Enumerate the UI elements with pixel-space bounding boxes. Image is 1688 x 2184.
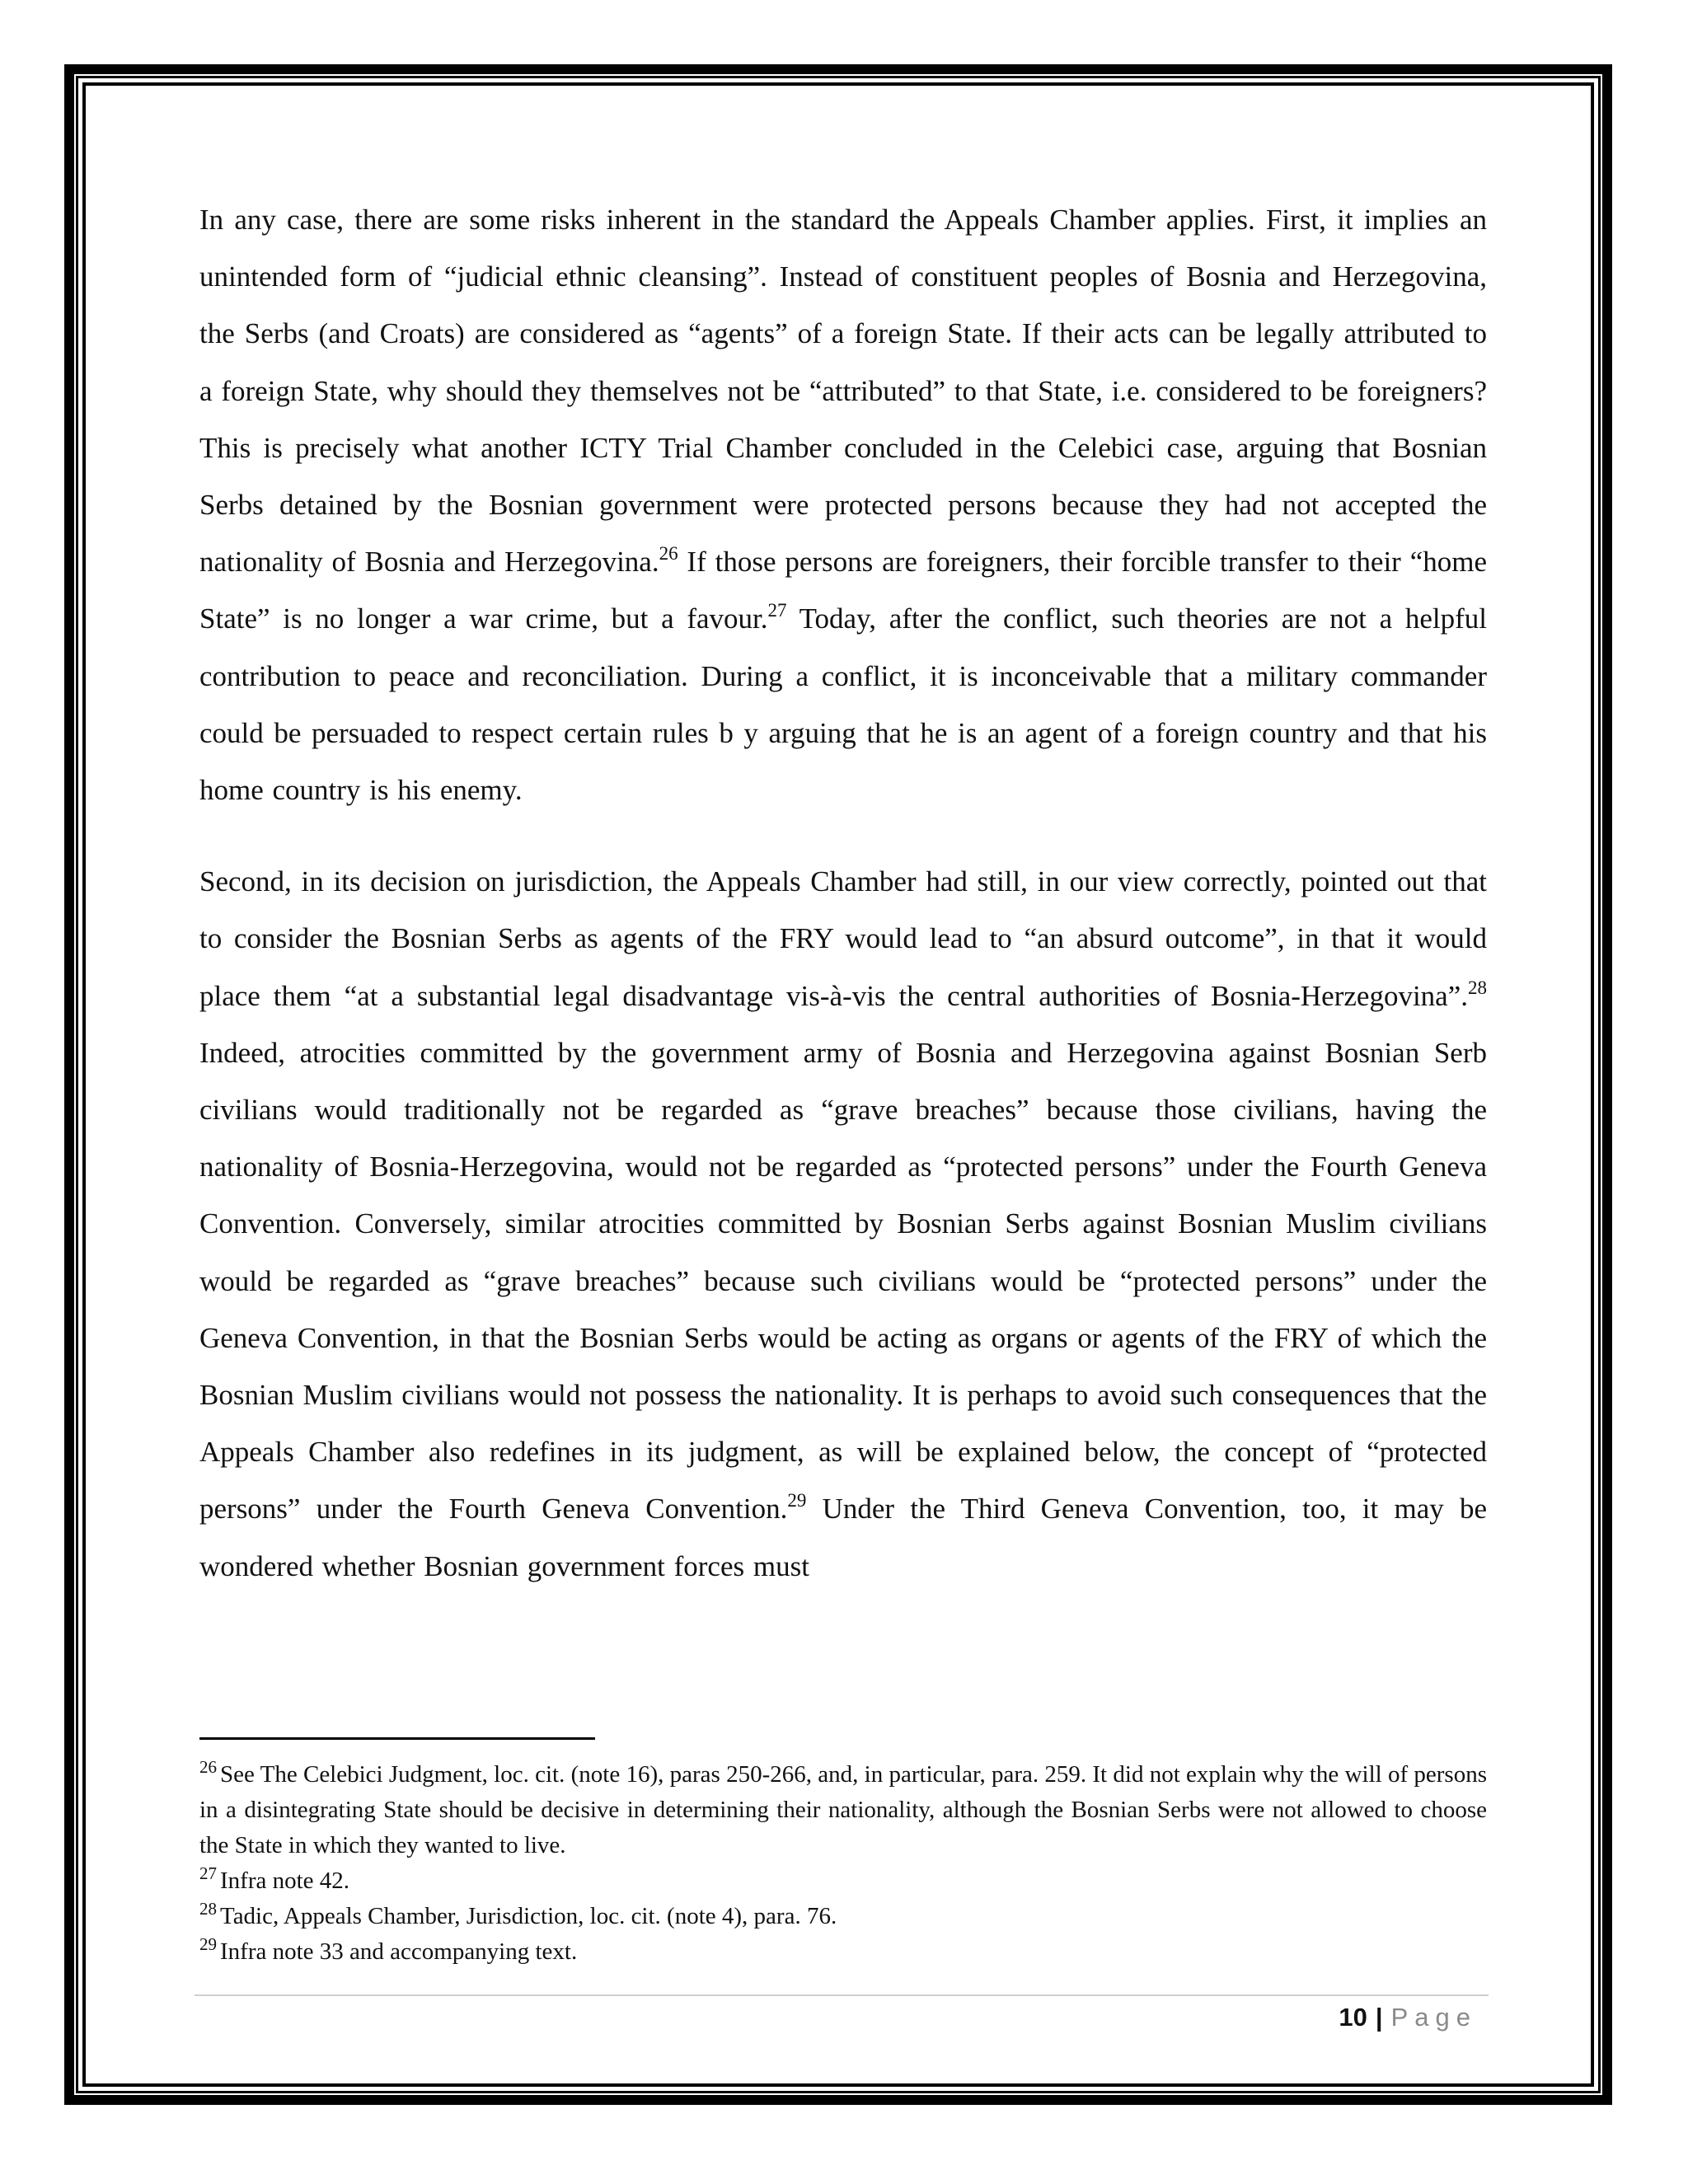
footnote-number: 28 <box>199 1899 217 1919</box>
page-label: Page <box>1390 2003 1477 2032</box>
footnote-text: See The Celebici Judgment, loc. cit. (note 16), paras 250-266, and, in particular, para. 259. It did not explain why the will of persons in a disintegrating State should be decisive in determining their nationality, although the Bosnian Serbs were not allowed to choose the State in which they wanted to live. <box>199 1761 1487 1858</box>
paragraph-1-text-2: If those persons are foreigners, their forcible transfer to their “home State” is no longer a war crime, but a favour. <box>199 546 1487 635</box>
footnote-ref-26[interactable]: 26 <box>659 543 678 565</box>
paragraph-2-text-3: Under the Third Geneva Convention, too, it may be wondered whether Bosnian government forces must <box>199 1493 1488 1582</box>
footnote-ref-28[interactable]: 28 <box>1468 977 1487 998</box>
body-text <box>199 191 1487 1629</box>
paragraph-2-text-2: Indeed, atrocities committed by the government army of Bosnia and Herzegovina against Bosnian Serb civilians would traditionally not be regarded as “grave breaches” because those civilians, having the nationality of Bosnia-Herzegovina, would not be regarded as “protected persons” under the Fourth Geneva Convention. Conversely, similar atrocities committed by Bosnian Serbs against Bosnian Muslim civilians would be regarded as “grave breaches” because such civilians would be “protected persons” under the Geneva Convention, in that the Bosnian Serbs would be acting as organs or agents of the FRY of which the Bosnian Muslim civilians would not possess the nationality. It is perhaps to avoid such consequences that the Appeals Chamber also redefines in its judgment, as will be explained below, the concept of “protected persons” under the Fourth Geneva Convention. <box>199 1036 1487 1526</box>
footnote-28 <box>199 1899 1487 1934</box>
paragraph-1-text-3: Today, after the conflict, such theories are not a helpful contribution to peace and reconciliation. During a conflict, it is inconceivable that a military commander could be persuaded to respect certain rules b y arguing that he is an agent of a foreign country and that his home country is his enemy. <box>199 602 1487 807</box>
footnote-text: Infra note 42. <box>220 1868 350 1894</box>
footer-divider <box>195 1994 1489 1996</box>
page-number: 10 <box>1339 2003 1367 2032</box>
footnote-separator <box>199 1737 595 1740</box>
footnote-29 <box>199 1934 1487 1970</box>
footer-separator: | <box>1375 2003 1383 2032</box>
footnotes <box>199 1757 1487 1970</box>
paragraph-2 <box>199 853 1487 1595</box>
paragraph-1-text-1: In any case, there are some risks inherent in the standard the Appeals Chamber applies. First, it implies an unintended form of “judicial ethnic cleansing”. Instead of constituent peoples of Bosnia and Herzegovina, the Serbs (and Croats) are considered as “agents” of a foreign State. If their acts can be legally attributed to a foreign State, why should they themselves not be “attributed” to that State, i.e. considered to be foreigners? This is precisely what another ICTY Trial Chamber concluded in the Celebici case, arguing that Bosnian Serbs detained by the Bosnian government were protected persons because they had not accepted the nationality of Bosnia and Herzegovina. <box>199 204 1487 579</box>
page-footer <box>1339 2003 1477 2032</box>
footnote-number: 27 <box>199 1863 217 1883</box>
paragraph-1 <box>199 191 1487 818</box>
footnote-number: 26 <box>199 1757 217 1777</box>
footnote-text: Infra note 33 and accompanying text. <box>220 1938 578 1965</box>
footnote-ref-29[interactable]: 29 <box>787 1490 807 1511</box>
footnote-number: 29 <box>199 1934 217 1954</box>
footnote-27 <box>199 1863 1487 1899</box>
footnote-26 <box>199 1757 1487 1863</box>
paragraph-2-text-1: Second, in its decision on jurisdiction, the Appeals Chamber had still, in our view correctly, pointed out that to consider the Bosnian Serbs as agents of the FRY would lead to “an absurd outcome”, in that it would place them “at a substantial legal disadvantage vis-à-vis the central authorities of Bosnia-Herzegovina”. <box>199 865 1487 1012</box>
footnote-text: Tadic, Appeals Chamber, Jurisdiction, loc. cit. (note 4), para. 76. <box>220 1903 837 1929</box>
footnote-ref-27[interactable]: 27 <box>767 600 787 621</box>
